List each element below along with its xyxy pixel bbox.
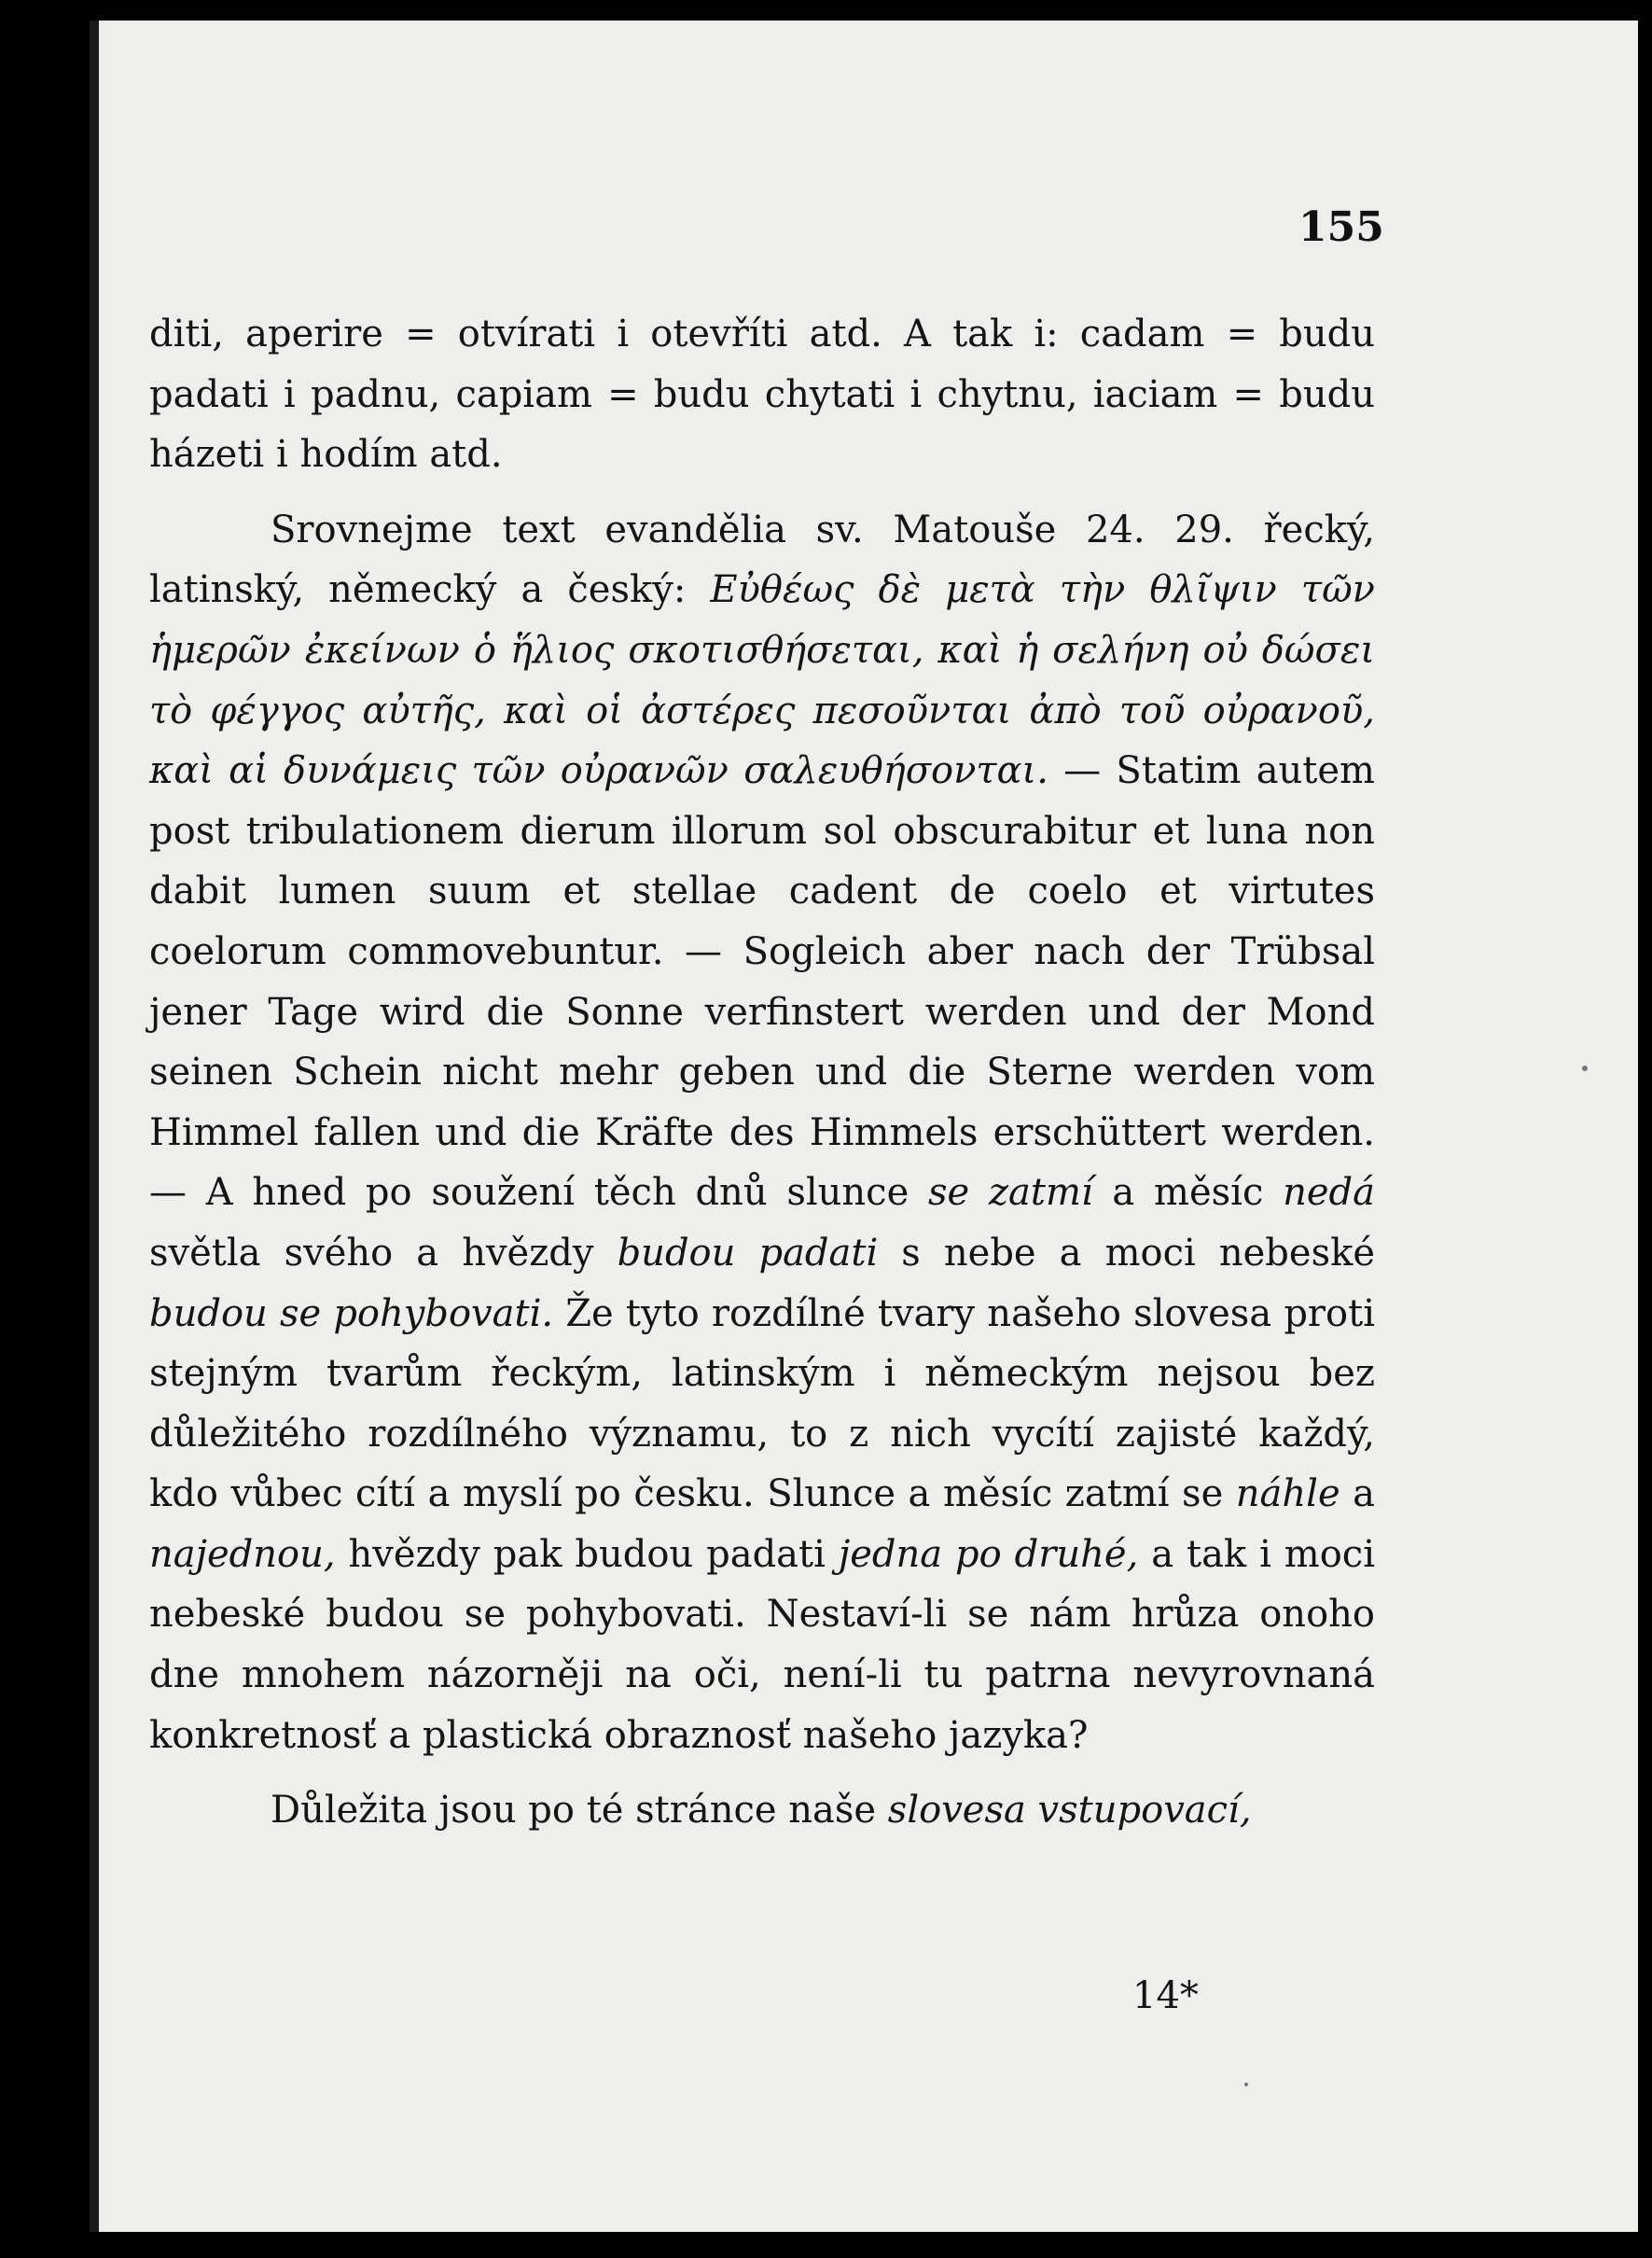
book-page — [90, 21, 1638, 2232]
text-run: Že tyto rozdílné tvary našeho slovesa proti stejným tvarům řeckým, latinským i německým nejsou bez důležitého rozdílného významu, to z nich vycítí zajisté každý, kdo vůbec cítí a myslí po česku. Slunce a měsíc zatmí se — [149, 1291, 1375, 1516]
text-run: Důležita jsou po té stránce naše — [271, 1789, 888, 1833]
emphasized-text: budou se pohybovati. — [149, 1291, 554, 1335]
emphasized-text: najednou, — [149, 1532, 336, 1576]
emphasized-text: budou padati — [617, 1231, 879, 1275]
emphasized-text: jedna po druhé, — [838, 1532, 1139, 1576]
emphasized-text: nedá — [1283, 1171, 1375, 1215]
paragraph — [149, 500, 1375, 1765]
text-run: a tak i moci nebeské budou se pohybovati. Nestaví-li se nám hrůza onoho dne mnohem názorněji na oči, není-li tu patrna nevyrovnaná konkretnosť a plastická obraznosť našeho jazyka? — [149, 1532, 1375, 1757]
text-run: hvězdy pak budou padati — [335, 1532, 839, 1576]
text-run: diti, aperire = otvírati i otevříti atd. A tak i: cadam = budu padati i padnu, capiam = budu chytati i chytnu, iaciam = budu házeti i hodím atd. — [149, 313, 1375, 477]
printer-signature-mark: 14* — [1132, 1974, 1199, 2017]
emphasized-text: slovesa vstupovací, — [887, 1789, 1252, 1833]
emphasized-text: náhle — [1235, 1472, 1340, 1516]
text-run: s nebe a moci nebeské — [878, 1231, 1376, 1275]
paragraph — [149, 1780, 1375, 1841]
scan-speck — [1582, 1066, 1588, 1071]
text-run: světla svého a hvězdy — [149, 1231, 618, 1275]
emphasized-text: se zatmí — [928, 1171, 1093, 1215]
text-run: a — [1340, 1472, 1376, 1516]
text-run: Srovnejme text evandělia sv. Matouše 24. 29. řecký, latinský, německý a český: — [149, 508, 1375, 612]
page-gutter-edge — [90, 21, 99, 2232]
page-number: 155 — [1298, 203, 1384, 251]
emphasized-text: Εὐθέως δὲ μετὰ τὴν θλῖψιν τῶν ἡμερῶν ἐκείνων ὁ ἥλιος σκοτισθήσεται, καὶ ἡ σελήνη οὐ δώσει τὸ φέγγος αὐτῆς, καὶ οἱ ἀστέρες πεσοῦνται ἀπὸ τοῦ οὐρανοῦ, καὶ αἱ δυνάμεις τῶν οὐρανῶν σαλευθήσονται. — [149, 568, 1375, 793]
scan-speck — [1244, 2083, 1248, 2086]
text-run: a měsíc — [1092, 1171, 1284, 1215]
body-text — [149, 304, 1375, 1841]
text-run: — Statim autem post tribulationem dierum illorum sol obscurabitur et luna non dabit lumen suum et stellae cadent de coelo et virtutes coelorum commovebuntur. — Sogleich aber nach der Trübsal jener Tage wird die Sonne verfinstert werden und der Mond seinen Schein nicht mehr geben und die Sterne werden vom Himmel fallen und die Kräfte des Himmels erschüttert werden. — A hned po soužení těch dnů slunce — [149, 749, 1375, 1215]
paragraph — [149, 304, 1375, 485]
